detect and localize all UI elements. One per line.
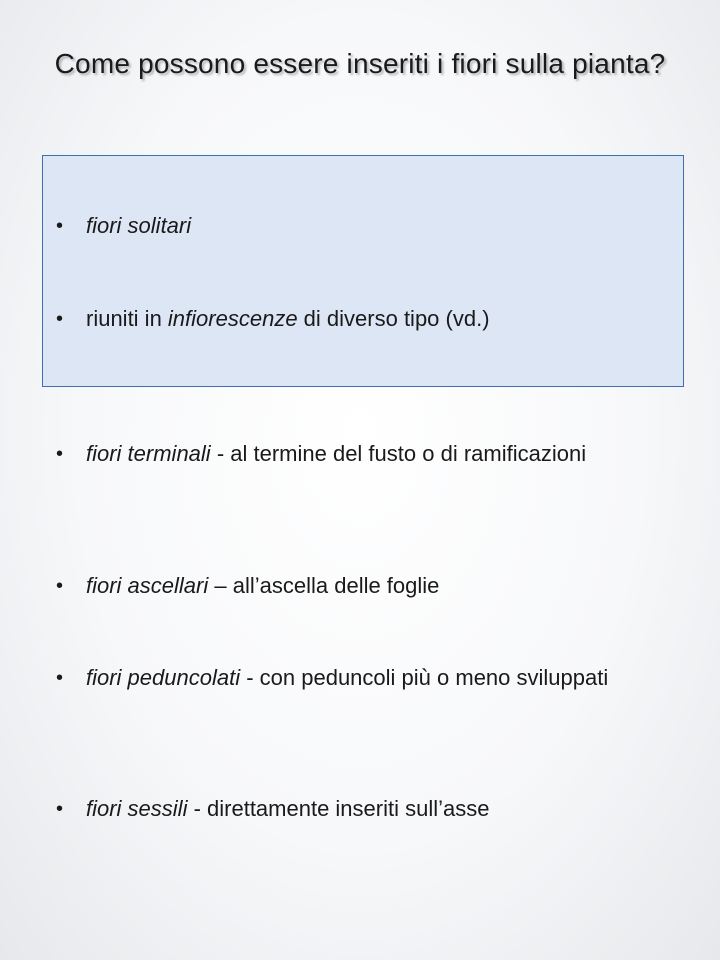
bullet-icon: • (56, 798, 64, 820)
bullet-icon: • (56, 308, 64, 330)
list-item-fiori-ascellari (56, 570, 676, 602)
text-after: di diverso tipo (vd.) (297, 306, 490, 331)
list-item-text (86, 210, 676, 242)
list-item-fiori-sessili (56, 793, 676, 825)
bullet-icon: • (56, 575, 64, 597)
list-item-text (86, 793, 676, 825)
description: – all’ascella delle foglie (208, 573, 440, 598)
bullet-icon: • (56, 667, 64, 689)
list-item-fiori-solitari (56, 210, 676, 242)
highlight-box (42, 155, 684, 387)
description: - al termine del fusto o di ramificazioni (210, 441, 587, 466)
list-item-infiorescenze (56, 303, 676, 335)
list-item-fiori-terminali (56, 438, 676, 470)
term: fiori solitari (86, 213, 192, 238)
bullet-icon: • (56, 443, 64, 465)
term: fiori ascellari (86, 573, 209, 598)
term: fiori sessili (86, 796, 188, 821)
bullet-icon: • (56, 215, 64, 237)
term: infiorescenze (167, 306, 298, 331)
description: - direttamente inseriti sull’asse (187, 796, 490, 821)
list-item-text (86, 570, 676, 602)
description: - con peduncoli più o meno sviluppati (240, 665, 609, 690)
term: fiori terminali (86, 441, 211, 466)
list-item-text (86, 438, 676, 470)
text-before: riuniti in (86, 306, 168, 331)
list-item-text (86, 303, 676, 335)
term: fiori peduncolati (86, 665, 241, 690)
list-item-fiori-peduncolati (56, 662, 676, 694)
slide-title: Come possono essere inseriti i fiori sulla pianta? (54, 48, 666, 79)
list-item-text (86, 662, 676, 694)
